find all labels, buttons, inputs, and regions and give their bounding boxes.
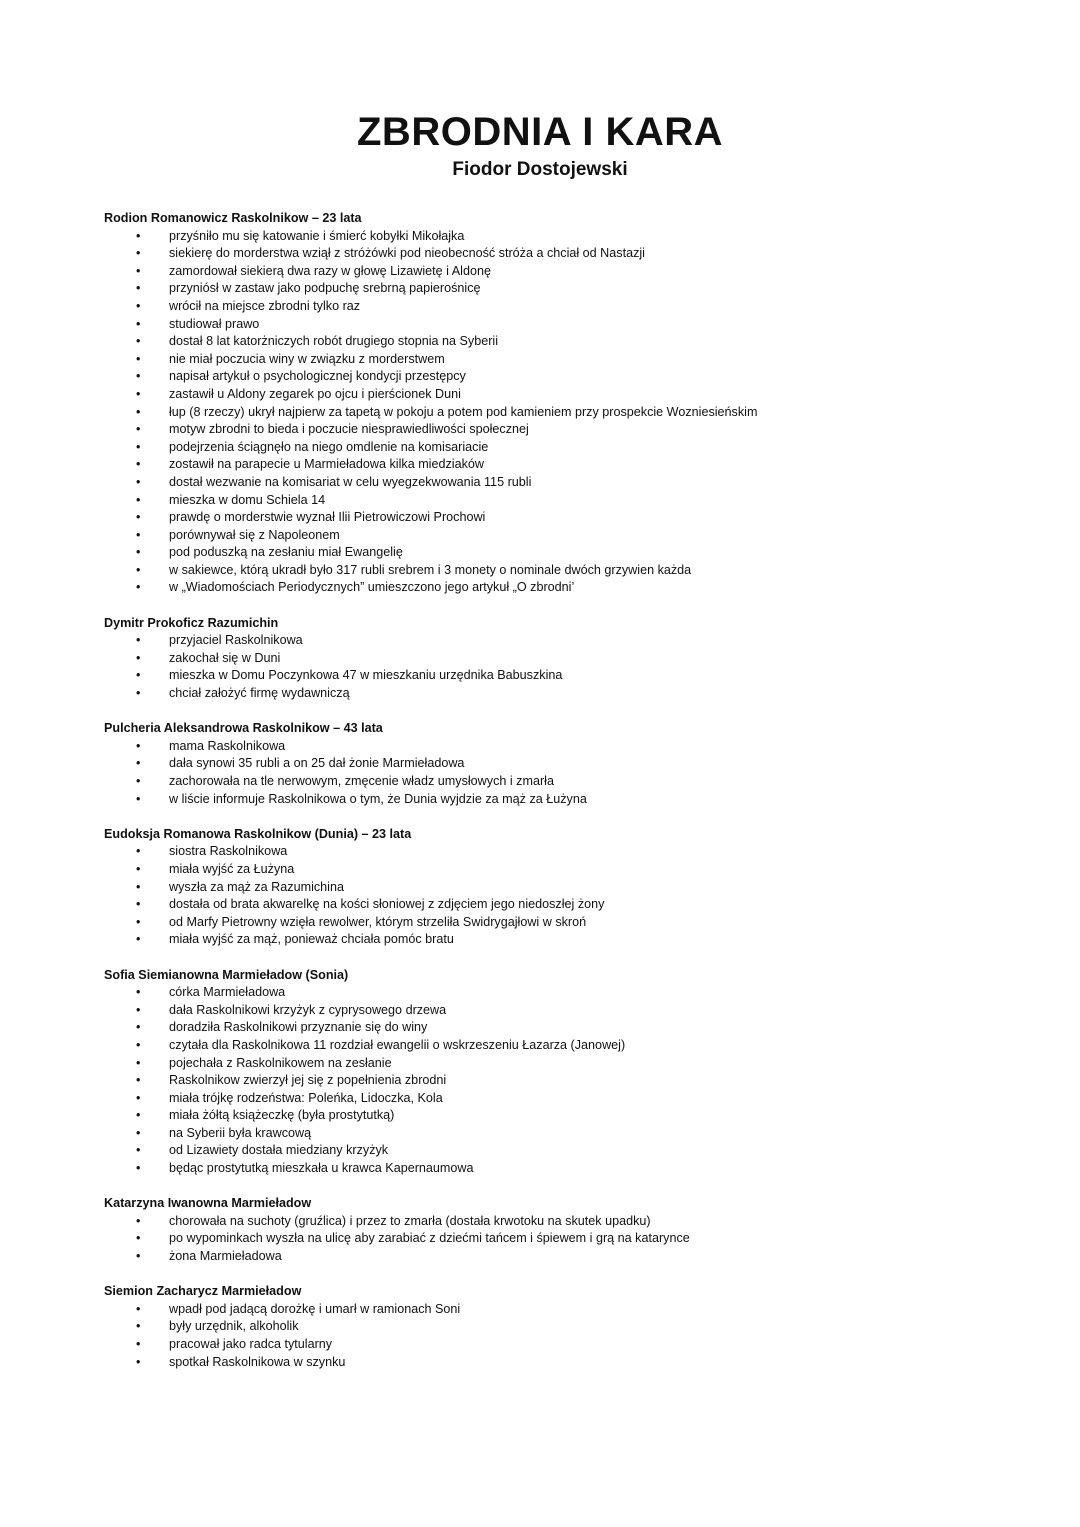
character-section: [104, 826, 1004, 949]
fact-list-item: • doradziła Raskolnikowi przyznanie się do winy: [104, 1019, 1004, 1037]
fact-list-item: • dostał 8 lat katorżniczych robót drugiego stopnia na Syberii: [104, 333, 1004, 351]
fact-list-item: • miała wyjść za mąż, ponieważ chciała pomóc bratu: [104, 931, 1004, 949]
fact-list-item: • od Marfy Pietrowny wzięła rewolwer, którym strzeliła Swidrygajłowi w skroń: [104, 914, 1004, 932]
character-heading: Siemion Zacharycz Marmieładow: [104, 1284, 302, 1299]
character-heading: Katarzyna Iwanowna Marmieładow: [104, 1196, 312, 1211]
fact-list: [104, 843, 1004, 949]
fact-list-item: • miała trójkę rodzeństwa: Poleńka, Lidoczka, Kola: [104, 1090, 1004, 1108]
character-heading: Pulcheria Aleksandrowa Raskolnikow – 43 lata: [104, 721, 383, 736]
fact-list-item: • chciał założyć firmę wydawniczą: [104, 685, 1004, 703]
fact-list-item: • żona Marmieładowa: [104, 1248, 1004, 1266]
character-heading: Dymitr Prokoficz Razumichin: [104, 615, 279, 630]
character-section: [104, 210, 1004, 597]
fact-list-item: • mama Raskolnikowa: [104, 738, 1004, 756]
character-heading: Eudoksja Romanowa Raskolnikow (Dunia) – 23 lata: [104, 826, 412, 841]
fact-list-item: • od Lizawiety dostała miedziany krzyżyk: [104, 1142, 1004, 1160]
fact-list-item: • podejrzenia ściągnęło na niego omdlenie na komisariacie: [104, 439, 1004, 457]
fact-list-item: • siostra Raskolnikowa: [104, 843, 1004, 861]
fact-list-item: • pracował jako radca tytularny: [104, 1336, 1004, 1354]
character-section: [104, 1283, 1004, 1371]
fact-list-item: • porównywał się z Napoleonem: [104, 527, 1004, 545]
fact-list-item: • zachorowała na tle nerwowym, zmęcenie władz umysłowych i zmarła: [104, 773, 1004, 791]
fact-list-item: • czytała dla Raskolnikowa 11 rozdział ewangelii o wskrzeszeniu Łazarza (Janowej): [104, 1037, 1004, 1055]
fact-list-item: • zostawił na parapecie u Marmieładowa kilka miedziaków: [104, 456, 1004, 474]
fact-list-item: • dostała od brata akwarelkę na kości słoniowej z zdjęciem jego niedoszłej żony: [104, 896, 1004, 914]
fact-list-item: • dała Raskolnikowi krzyżyk z cyprysowego drzewa: [104, 1002, 1004, 1020]
fact-list-item: • napisał artykuł o psychologicznej kondycji przestępcy: [104, 368, 1004, 386]
fact-list-item: • w sakiewce, którą ukradł było 317 rubli srebrem i 3 monety o nominale dwóch grzywien każda: [104, 562, 1004, 580]
character-section: [104, 615, 1004, 703]
fact-list-item: • córka Marmieładowa: [104, 984, 1004, 1002]
character-heading: Rodion Romanowicz Raskolnikow – 23 lata: [104, 211, 362, 225]
fact-list-item: • pod poduszką na zesłaniu miał Ewangelię: [104, 544, 1004, 562]
fact-list-item: • będąc prostytutką mieszkała u krawca Kapernaumowa: [104, 1160, 1004, 1178]
fact-list-item: • nie miał poczucia winy w związku z morderstwem: [104, 351, 1004, 369]
fact-list-item: • miała żółtą książeczkę (była prostytutką): [104, 1107, 1004, 1125]
fact-list-item: • studiował prawo: [104, 316, 1004, 334]
fact-list-item: • miała wyjść za Łużyna: [104, 861, 1004, 879]
fact-list-item: • motyw zbrodni to bieda i poczucie niesprawiedliwości społecznej: [104, 421, 1004, 439]
fact-list: [104, 738, 1004, 808]
fact-list: [104, 984, 1004, 1178]
fact-list-item: • zastawił u Aldony zegarek po ojcu i pierścionek Duni: [104, 386, 1004, 404]
fact-list-item: • mieszka w Domu Poczynkowa 47 w mieszkaniu urzędnika Babuszkina: [104, 667, 1004, 685]
fact-list-item: • łup (8 rzeczy) ukrył najpierw za tapetą w pokoju a potem pod kamieniem przy prospekcie Wozniesieńskim: [104, 404, 1004, 422]
document-author: Fiodor Dostojewski: [452, 159, 628, 180]
fact-list-item: • prawdę o morderstwie wyznał Ilii Pietrowiczowi Prochowi: [104, 509, 1004, 527]
fact-list-item: • zakochał się w Duni: [104, 650, 1004, 668]
fact-list-item: • wyszła za mąż za Razumichina: [104, 879, 1004, 897]
fact-list: [104, 1301, 1004, 1371]
fact-list-item: • wpadł pod jadącą dorożkę i umarł w ramionach Soni: [104, 1301, 1004, 1319]
character-heading: Sofia Siemianowna Marmieładow (Sonia): [104, 967, 349, 982]
fact-list-item: • były urzędnik, alkoholik: [104, 1318, 1004, 1336]
character-section: [104, 967, 1004, 1178]
document-title: ZBRODNIA I KARA: [357, 110, 723, 154]
character-notes: [104, 210, 1004, 1389]
fact-list-item: • dostał wezwanie na komisariat w celu wyegzekwowania 115 rubli: [104, 474, 1004, 492]
fact-list-item: • Raskolnikow zwierzył jej się z popełnienia zbrodni: [104, 1072, 1004, 1090]
fact-list: [104, 228, 1004, 597]
fact-list-item: • pojechała z Raskolnikowem na zesłanie: [104, 1055, 1004, 1073]
fact-list-item: • w „Wiadomościach Periodycznych” umieszczono jego artykuł „O zbrodni’: [104, 579, 1004, 597]
fact-list-item: • na Syberii była krawcową: [104, 1125, 1004, 1143]
fact-list-item: • zamordował siekierą dwa razy w głowę Lizawietę i Aldonę: [104, 263, 1004, 281]
fact-list-item: • w liście informuje Raskolnikowa o tym, że Dunia wyjdzie za mąż za Łużyna: [104, 791, 1004, 809]
fact-list-item: • dała synowi 35 rubli a on 25 dał żonie Marmieładowa: [104, 755, 1004, 773]
fact-list-item: • mieszka w domu Schiela 14: [104, 492, 1004, 510]
character-section: [104, 1195, 1004, 1265]
fact-list-item: • przyśniło mu się katowanie i śmierć kobyłki Mikołajka: [104, 228, 1004, 246]
fact-list-item: • siekierę do morderstwa wziął z stróżówki pod nieobecność stróża a chciał od Nastazji: [104, 245, 1004, 263]
fact-list: [104, 632, 1004, 702]
fact-list-item: • spotkał Raskolnikowa w szynku: [104, 1354, 1004, 1372]
fact-list-item: • przyjaciel Raskolnikowa: [104, 632, 1004, 650]
fact-list-item: • przyniósł w zastaw jako podpuchę srebrną papierośnicę: [104, 280, 1004, 298]
fact-list: [104, 1213, 1004, 1266]
fact-list-item: • wrócił na miejsce zbrodni tylko raz: [104, 298, 1004, 316]
fact-list-item: • po wypominkach wyszła na ulicę aby zarabiać z dziećmi tańcem i śpiewem i grą na katarynce: [104, 1230, 1004, 1248]
character-section: [104, 720, 1004, 808]
fact-list-item: • chorowała na suchoty (gruźlica) i przez to zmarła (dostała krwotoku na skutek upadku): [104, 1213, 1004, 1231]
